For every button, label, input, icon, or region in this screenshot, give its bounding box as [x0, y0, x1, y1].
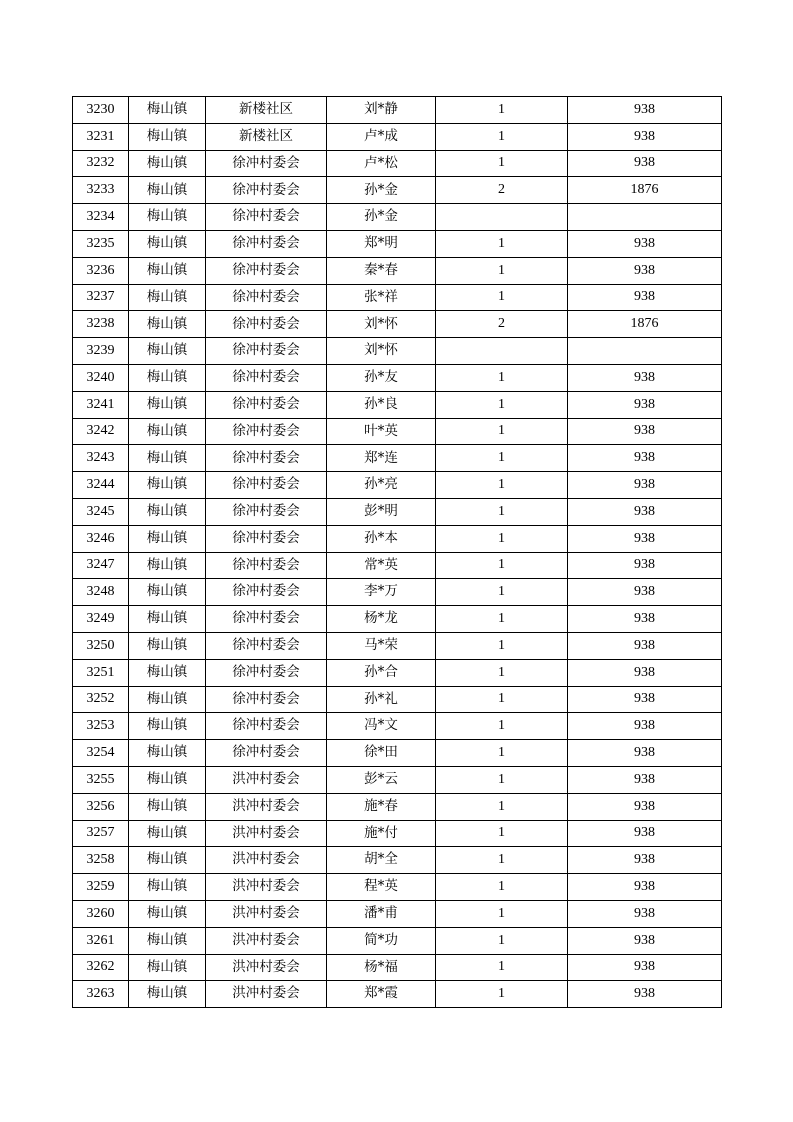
- town-cell: 梅山镇: [129, 177, 206, 204]
- amount-cell: 938: [568, 445, 722, 472]
- amount-cell: 938: [568, 793, 722, 820]
- name-cell: 卢*松: [327, 150, 436, 177]
- table-row: [73, 927, 722, 954]
- village-cell: 洪冲村委会: [206, 927, 327, 954]
- town-cell: 梅山镇: [129, 97, 206, 124]
- village-cell: 徐冲村委会: [206, 150, 327, 177]
- town-cell: 梅山镇: [129, 525, 206, 552]
- town-cell: 梅山镇: [129, 364, 206, 391]
- name-cell: 郑*明: [327, 230, 436, 257]
- village-cell: 新楼社区: [206, 123, 327, 150]
- table-row: [73, 579, 722, 606]
- serial-number-cell: 3247: [73, 552, 129, 579]
- table-row: [73, 364, 722, 391]
- amount-cell: 938: [568, 606, 722, 633]
- town-cell: 梅山镇: [129, 230, 206, 257]
- count-cell: 1: [436, 606, 568, 633]
- count-cell: 1: [436, 284, 568, 311]
- amount-cell: 938: [568, 123, 722, 150]
- roster-table: [72, 96, 722, 1008]
- amount-cell: 938: [568, 632, 722, 659]
- village-cell: 洪冲村委会: [206, 847, 327, 874]
- amount-cell: 938: [568, 981, 722, 1008]
- name-cell: 施*付: [327, 820, 436, 847]
- count-cell: 1: [436, 445, 568, 472]
- amount-cell: [568, 204, 722, 231]
- village-cell: 徐冲村委会: [206, 525, 327, 552]
- village-cell: 洪冲村委会: [206, 981, 327, 1008]
- table-row: [73, 445, 722, 472]
- name-cell: 程*英: [327, 874, 436, 901]
- count-cell: 1: [436, 820, 568, 847]
- table-row: [73, 847, 722, 874]
- count-cell: 1: [436, 686, 568, 713]
- amount-cell: 938: [568, 230, 722, 257]
- amount-cell: 938: [568, 686, 722, 713]
- village-cell: 洪冲村委会: [206, 874, 327, 901]
- name-cell: 胡*全: [327, 847, 436, 874]
- count-cell: 2: [436, 311, 568, 338]
- count-cell: 1: [436, 874, 568, 901]
- serial-number-cell: 3248: [73, 579, 129, 606]
- village-cell: 徐冲村委会: [206, 204, 327, 231]
- amount-cell: 938: [568, 552, 722, 579]
- name-cell: 杨*福: [327, 954, 436, 981]
- table-row: [73, 686, 722, 713]
- town-cell: 梅山镇: [129, 338, 206, 365]
- town-cell: 梅山镇: [129, 713, 206, 740]
- name-cell: 简*功: [327, 927, 436, 954]
- amount-cell: 938: [568, 418, 722, 445]
- count-cell: 1: [436, 418, 568, 445]
- village-cell: 洪冲村委会: [206, 793, 327, 820]
- amount-cell: 938: [568, 874, 722, 901]
- village-cell: 徐冲村委会: [206, 632, 327, 659]
- count-cell: 1: [436, 230, 568, 257]
- village-cell: 洪冲村委会: [206, 954, 327, 981]
- name-cell: 叶*英: [327, 418, 436, 445]
- name-cell: 卢*成: [327, 123, 436, 150]
- table-row: [73, 418, 722, 445]
- table-row: [73, 525, 722, 552]
- village-cell: 徐冲村委会: [206, 257, 327, 284]
- town-cell: 梅山镇: [129, 766, 206, 793]
- amount-cell: 938: [568, 472, 722, 499]
- town-cell: 梅山镇: [129, 954, 206, 981]
- table-row: [73, 230, 722, 257]
- town-cell: 梅山镇: [129, 311, 206, 338]
- name-cell: 刘*怀: [327, 338, 436, 365]
- village-cell: 徐冲村委会: [206, 740, 327, 767]
- serial-number-cell: 3262: [73, 954, 129, 981]
- serial-number-cell: 3263: [73, 981, 129, 1008]
- table-row: [73, 552, 722, 579]
- count-cell: 1: [436, 123, 568, 150]
- village-cell: 徐冲村委会: [206, 445, 327, 472]
- serial-number-cell: 3260: [73, 900, 129, 927]
- village-cell: 徐冲村委会: [206, 686, 327, 713]
- count-cell: 1: [436, 552, 568, 579]
- town-cell: 梅山镇: [129, 900, 206, 927]
- town-cell: 梅山镇: [129, 659, 206, 686]
- name-cell: 马*荣: [327, 632, 436, 659]
- town-cell: 梅山镇: [129, 981, 206, 1008]
- name-cell: 刘*怀: [327, 311, 436, 338]
- count-cell: 1: [436, 793, 568, 820]
- table-row: [73, 606, 722, 633]
- count-cell: 2: [436, 177, 568, 204]
- table-row: [73, 150, 722, 177]
- count-cell: 1: [436, 981, 568, 1008]
- name-cell: 彭*云: [327, 766, 436, 793]
- village-cell: 徐冲村委会: [206, 579, 327, 606]
- count-cell: 1: [436, 472, 568, 499]
- town-cell: 梅山镇: [129, 391, 206, 418]
- table-row: [73, 204, 722, 231]
- serial-number-cell: 3230: [73, 97, 129, 124]
- town-cell: 梅山镇: [129, 606, 206, 633]
- amount-cell: 938: [568, 820, 722, 847]
- count-cell: 1: [436, 632, 568, 659]
- count-cell: 1: [436, 97, 568, 124]
- name-cell: 孙*友: [327, 364, 436, 391]
- table-row: [73, 338, 722, 365]
- count-cell: 1: [436, 364, 568, 391]
- serial-number-cell: 3254: [73, 740, 129, 767]
- name-cell: 郑*霞: [327, 981, 436, 1008]
- table-row: [73, 874, 722, 901]
- count-cell: 1: [436, 579, 568, 606]
- name-cell: 潘*甫: [327, 900, 436, 927]
- serial-number-cell: 3236: [73, 257, 129, 284]
- table-row: [73, 177, 722, 204]
- serial-number-cell: 3249: [73, 606, 129, 633]
- village-cell: 徐冲村委会: [206, 713, 327, 740]
- village-cell: 徐冲村委会: [206, 391, 327, 418]
- serial-number-cell: 3256: [73, 793, 129, 820]
- name-cell: 徐*田: [327, 740, 436, 767]
- table-row: [73, 257, 722, 284]
- table-row: [73, 632, 722, 659]
- name-cell: 冯*文: [327, 713, 436, 740]
- table-row: [73, 498, 722, 525]
- amount-cell: 938: [568, 713, 722, 740]
- village-cell: 新楼社区: [206, 97, 327, 124]
- count-cell: 1: [436, 740, 568, 767]
- serial-number-cell: 3250: [73, 632, 129, 659]
- serial-number-cell: 3242: [73, 418, 129, 445]
- serial-number-cell: 3252: [73, 686, 129, 713]
- village-cell: 徐冲村委会: [206, 659, 327, 686]
- village-cell: 徐冲村委会: [206, 472, 327, 499]
- amount-cell: 938: [568, 927, 722, 954]
- serial-number-cell: 3240: [73, 364, 129, 391]
- count-cell: 1: [436, 391, 568, 418]
- table-row: [73, 472, 722, 499]
- name-cell: 张*祥: [327, 284, 436, 311]
- count-cell: 1: [436, 498, 568, 525]
- town-cell: 梅山镇: [129, 740, 206, 767]
- count-cell: 1: [436, 659, 568, 686]
- town-cell: 梅山镇: [129, 686, 206, 713]
- village-cell: 徐冲村委会: [206, 311, 327, 338]
- serial-number-cell: 3246: [73, 525, 129, 552]
- serial-number-cell: 3244: [73, 472, 129, 499]
- amount-cell: 938: [568, 284, 722, 311]
- name-cell: 孙*亮: [327, 472, 436, 499]
- town-cell: 梅山镇: [129, 552, 206, 579]
- name-cell: 孙*合: [327, 659, 436, 686]
- name-cell: 杨*龙: [327, 606, 436, 633]
- serial-number-cell: 3251: [73, 659, 129, 686]
- count-cell: [436, 204, 568, 231]
- serial-number-cell: 3231: [73, 123, 129, 150]
- amount-cell: 938: [568, 847, 722, 874]
- amount-cell: 938: [568, 954, 722, 981]
- town-cell: 梅山镇: [129, 123, 206, 150]
- table-row: [73, 123, 722, 150]
- amount-cell: 938: [568, 150, 722, 177]
- name-cell: 彭*明: [327, 498, 436, 525]
- amount-cell: 938: [568, 740, 722, 767]
- amount-cell: 938: [568, 97, 722, 124]
- town-cell: 梅山镇: [129, 257, 206, 284]
- count-cell: 1: [436, 525, 568, 552]
- amount-cell: 938: [568, 900, 722, 927]
- town-cell: 梅山镇: [129, 874, 206, 901]
- village-cell: 徐冲村委会: [206, 552, 327, 579]
- town-cell: 梅山镇: [129, 927, 206, 954]
- table-row: [73, 740, 722, 767]
- name-cell: 孙*良: [327, 391, 436, 418]
- town-cell: 梅山镇: [129, 820, 206, 847]
- serial-number-cell: 3238: [73, 311, 129, 338]
- table-row: [73, 820, 722, 847]
- serial-number-cell: 3255: [73, 766, 129, 793]
- count-cell: 1: [436, 713, 568, 740]
- town-cell: 梅山镇: [129, 204, 206, 231]
- serial-number-cell: 3232: [73, 150, 129, 177]
- table-row: [73, 391, 722, 418]
- amount-cell: 1876: [568, 311, 722, 338]
- village-cell: 徐冲村委会: [206, 418, 327, 445]
- village-cell: 洪冲村委会: [206, 900, 327, 927]
- amount-cell: [568, 338, 722, 365]
- name-cell: 施*春: [327, 793, 436, 820]
- village-cell: 徐冲村委会: [206, 338, 327, 365]
- serial-number-cell: 3253: [73, 713, 129, 740]
- table-row: [73, 900, 722, 927]
- village-cell: 徐冲村委会: [206, 284, 327, 311]
- amount-cell: 1876: [568, 177, 722, 204]
- table-row: [73, 793, 722, 820]
- amount-cell: 938: [568, 659, 722, 686]
- roster-table-body: [73, 97, 722, 1008]
- name-cell: 孙*金: [327, 177, 436, 204]
- count-cell: 1: [436, 150, 568, 177]
- serial-number-cell: 3239: [73, 338, 129, 365]
- name-cell: 孙*金: [327, 204, 436, 231]
- name-cell: 郑*连: [327, 445, 436, 472]
- serial-number-cell: 3258: [73, 847, 129, 874]
- town-cell: 梅山镇: [129, 579, 206, 606]
- count-cell: 1: [436, 954, 568, 981]
- name-cell: 刘*静: [327, 97, 436, 124]
- amount-cell: 938: [568, 579, 722, 606]
- table-row: [73, 659, 722, 686]
- amount-cell: 938: [568, 525, 722, 552]
- town-cell: 梅山镇: [129, 632, 206, 659]
- table-row: [73, 713, 722, 740]
- village-cell: 徐冲村委会: [206, 364, 327, 391]
- table-row: [73, 311, 722, 338]
- town-cell: 梅山镇: [129, 498, 206, 525]
- serial-number-cell: 3245: [73, 498, 129, 525]
- town-cell: 梅山镇: [129, 793, 206, 820]
- serial-number-cell: 3261: [73, 927, 129, 954]
- serial-number-cell: 3237: [73, 284, 129, 311]
- village-cell: 徐冲村委会: [206, 606, 327, 633]
- town-cell: 梅山镇: [129, 418, 206, 445]
- count-cell: 1: [436, 766, 568, 793]
- table-row: [73, 954, 722, 981]
- table-row: [73, 284, 722, 311]
- serial-number-cell: 3241: [73, 391, 129, 418]
- town-cell: 梅山镇: [129, 847, 206, 874]
- amount-cell: 938: [568, 257, 722, 284]
- village-cell: 洪冲村委会: [206, 820, 327, 847]
- table-row: [73, 766, 722, 793]
- count-cell: 1: [436, 900, 568, 927]
- village-cell: 洪冲村委会: [206, 766, 327, 793]
- count-cell: 1: [436, 847, 568, 874]
- amount-cell: 938: [568, 498, 722, 525]
- table-row: [73, 981, 722, 1008]
- serial-number-cell: 3233: [73, 177, 129, 204]
- name-cell: 秦*春: [327, 257, 436, 284]
- village-cell: 徐冲村委会: [206, 498, 327, 525]
- amount-cell: 938: [568, 391, 722, 418]
- serial-number-cell: 3235: [73, 230, 129, 257]
- table-row: [73, 97, 722, 124]
- count-cell: [436, 338, 568, 365]
- count-cell: 1: [436, 257, 568, 284]
- amount-cell: 938: [568, 364, 722, 391]
- town-cell: 梅山镇: [129, 445, 206, 472]
- town-cell: 梅山镇: [129, 150, 206, 177]
- count-cell: 1: [436, 927, 568, 954]
- town-cell: 梅山镇: [129, 284, 206, 311]
- name-cell: 李*万: [327, 579, 436, 606]
- village-cell: 徐冲村委会: [206, 230, 327, 257]
- amount-cell: 938: [568, 766, 722, 793]
- serial-number-cell: 3243: [73, 445, 129, 472]
- name-cell: 常*英: [327, 552, 436, 579]
- village-cell: 徐冲村委会: [206, 177, 327, 204]
- serial-number-cell: 3259: [73, 874, 129, 901]
- serial-number-cell: 3234: [73, 204, 129, 231]
- name-cell: 孙*本: [327, 525, 436, 552]
- name-cell: 孙*礼: [327, 686, 436, 713]
- serial-number-cell: 3257: [73, 820, 129, 847]
- town-cell: 梅山镇: [129, 472, 206, 499]
